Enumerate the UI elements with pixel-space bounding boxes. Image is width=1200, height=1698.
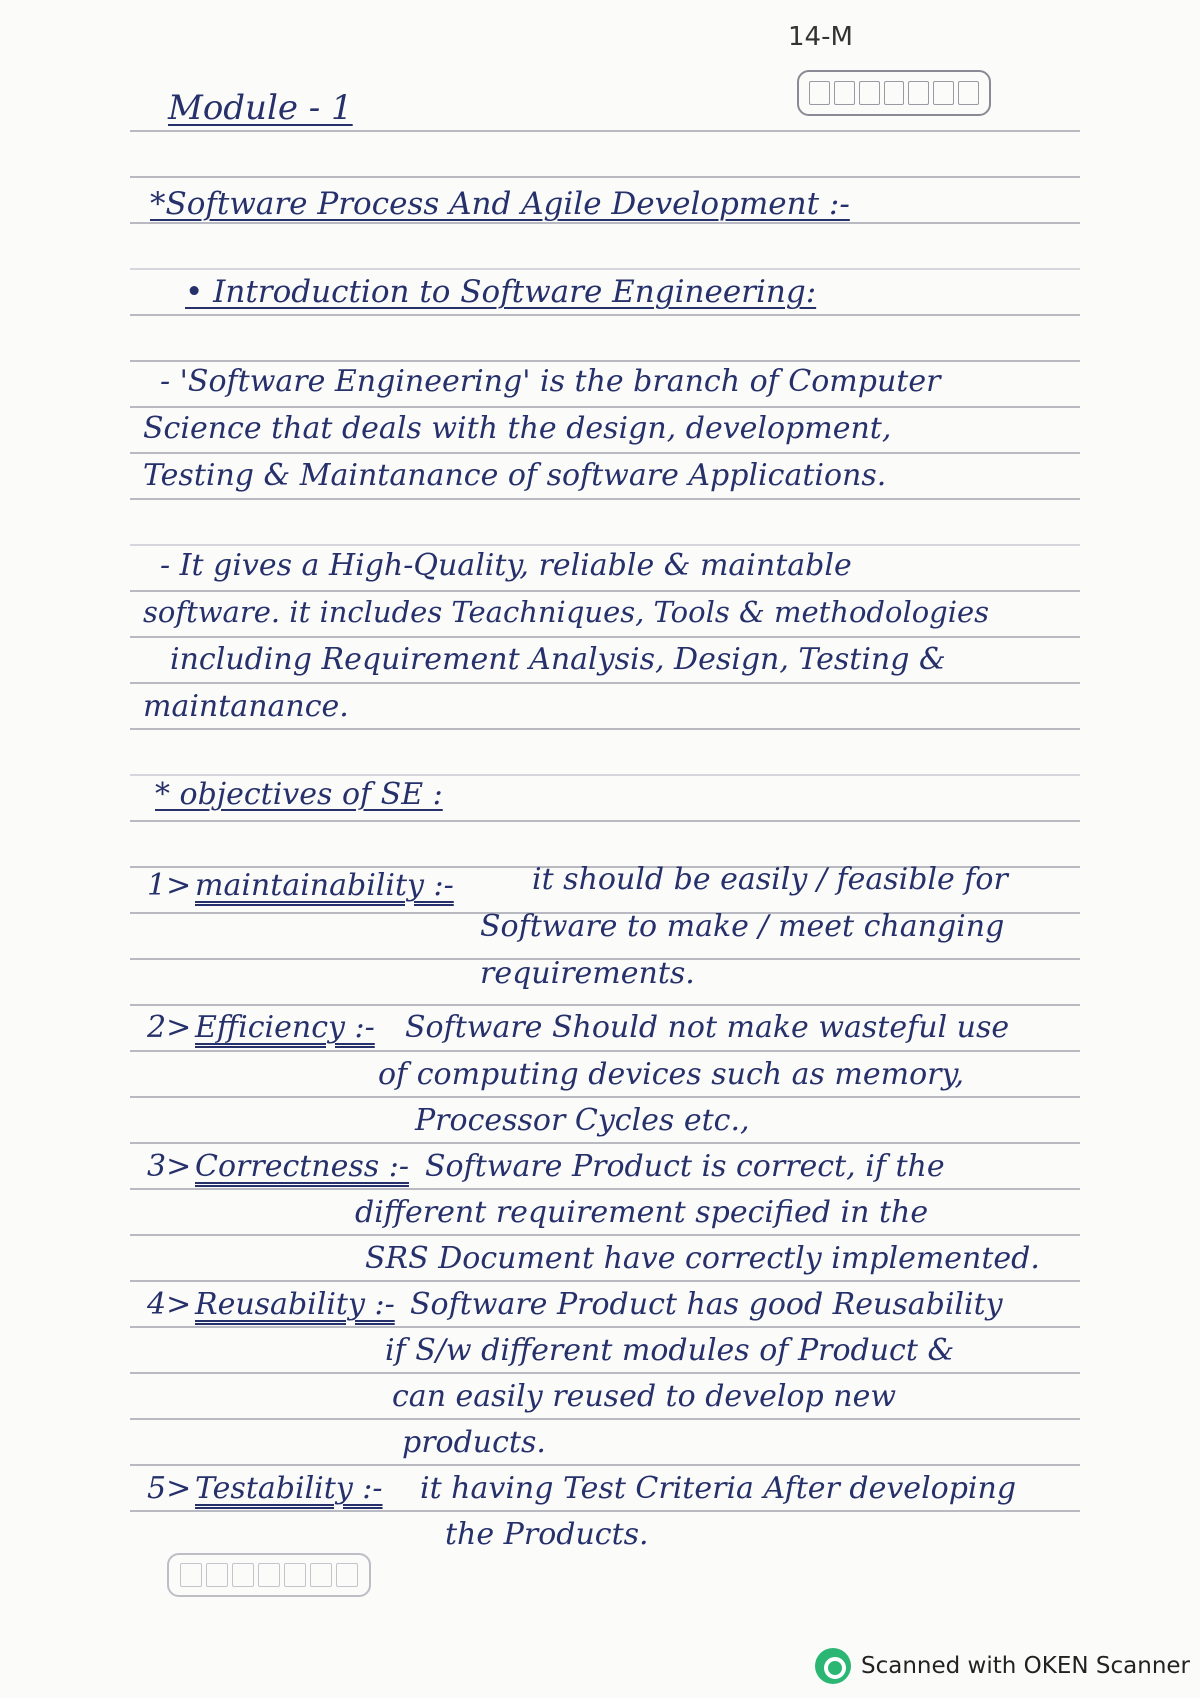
objectives-title: * objectives of SE : [155, 777, 443, 812]
objective-number: 4> [147, 1287, 192, 1322]
objective-name: Reusability :- [195, 1287, 395, 1322]
objective-number: 3> [147, 1149, 192, 1184]
rule-line [130, 406, 1080, 408]
rule-line [130, 1142, 1080, 1144]
objective-name: Testability :- [195, 1471, 383, 1506]
rule-line [130, 1280, 1080, 1282]
definition-line: Testing & Maintanance of software Applications. [143, 458, 887, 493]
objective-line: it having Test Criteria After developing [420, 1471, 1017, 1506]
rule-line [130, 1464, 1080, 1466]
description-line: maintanance. [143, 689, 349, 724]
objective-name: Efficiency :- [195, 1010, 375, 1045]
description-line: software. it includes Teachniques, Tools & methodologies [143, 595, 990, 629]
rule-line [130, 1234, 1080, 1236]
rule-line [130, 1372, 1080, 1374]
rule-line [130, 1510, 1080, 1512]
rule-line [130, 1004, 1080, 1006]
description-line: - It gives a High-Quality, reliable & maintable [160, 548, 852, 583]
definition-line: - 'Software Engineering' is the branch of Computer [160, 364, 941, 399]
intro-title: • Introduction to Software Engineering: [185, 274, 817, 310]
objective-number: 5> [147, 1471, 192, 1506]
objective-line: the Products. [445, 1517, 649, 1552]
page-number: 14-M [788, 22, 853, 52]
objective-line: can easily reused to develop new [392, 1379, 897, 1414]
rule-line [130, 452, 1080, 454]
rule-line [130, 774, 1080, 776]
rule-line [130, 636, 1080, 638]
rule-line [130, 1096, 1080, 1098]
rule-line [130, 176, 1080, 178]
objective-line: Software Product is correct, if the [425, 1149, 945, 1184]
scanner-watermark [815, 1648, 1190, 1684]
objective-line: of computing devices such as memory, [378, 1057, 964, 1092]
definition-line: Science that deals with the design, development, [143, 411, 892, 446]
scanner-logo-icon [815, 1648, 851, 1684]
objective-name: maintainability :- [195, 868, 454, 903]
section-heading: *Software Process And Agile Development :- [150, 186, 850, 222]
objective-line: Software Should not make wasteful use [405, 1010, 1010, 1045]
rule-line [130, 130, 1080, 132]
objective-line: Processor Cycles etc., [415, 1103, 750, 1138]
objective-name: Correctness :- [195, 1149, 409, 1184]
objective-line: Software Product has good Reusability [410, 1287, 1003, 1322]
objective-line: if S/w different modules of Product & [385, 1333, 955, 1368]
rule-line [130, 1188, 1080, 1190]
date-boxes [167, 1553, 371, 1597]
rule-line [130, 498, 1080, 500]
rule-line [130, 1326, 1080, 1328]
objective-number: 2> [147, 1010, 192, 1045]
rule-line [130, 268, 1080, 270]
rule-line [130, 728, 1080, 730]
objective-line: different requirement specified in the [355, 1195, 929, 1230]
objective-number: 1> [147, 868, 192, 903]
module-title: Module - 1 [168, 88, 353, 128]
objective-line: it should be easily / feasible for [532, 862, 1008, 897]
rule-line [130, 820, 1080, 822]
objective-line: Software to make / meet changing [480, 909, 1005, 944]
description-line: including Requirement Analysis, Design, Testing & [170, 642, 946, 677]
rule-line [130, 360, 1080, 362]
rule-line [130, 590, 1080, 592]
rule-line [130, 1418, 1080, 1420]
objective-line: requirements. [480, 956, 695, 991]
objective-line: SRS Document have correctly implemented. [365, 1241, 1040, 1276]
rule-line [130, 314, 1080, 316]
rule-line [130, 222, 1080, 224]
objective-line: products. [402, 1425, 546, 1460]
rule-line [130, 544, 1080, 546]
rule-line [130, 1050, 1080, 1052]
date-boxes [797, 70, 991, 116]
rule-line [130, 682, 1080, 684]
watermark-text: Scanned with OKEN Scanner [861, 1653, 1190, 1679]
